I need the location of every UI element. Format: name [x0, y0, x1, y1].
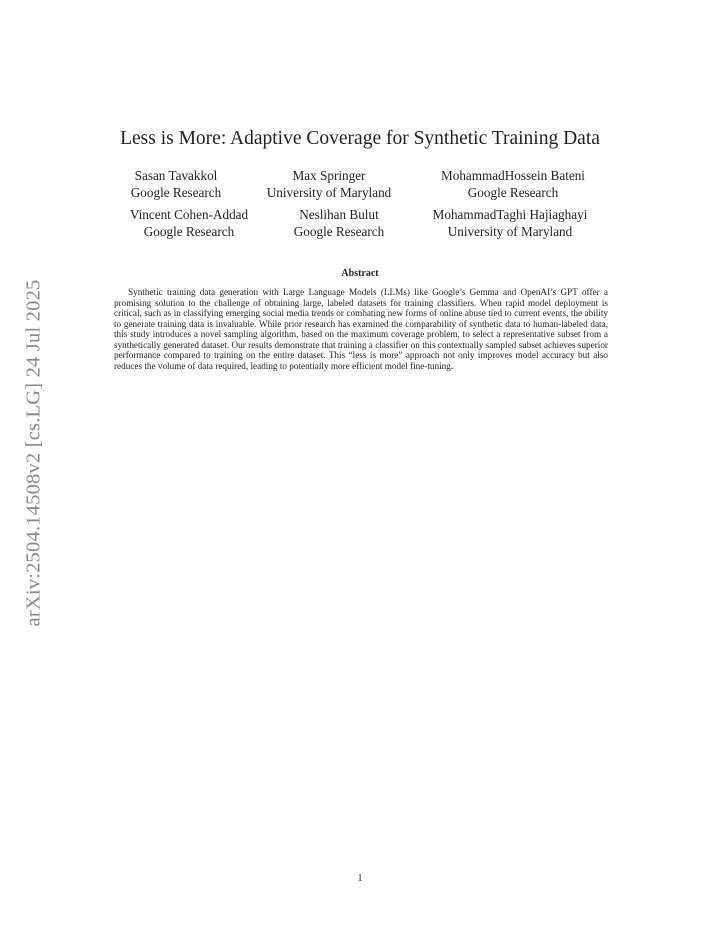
abstract-text: Synthetic training data generation with Large Language Models (LLMs) like Google’s Gemma and OpenAI’s GPT offer a promising solution to the challenge of obtaining large, labeled datasets for training classifiers. When rapid model deployment is critical, such as in classifying emerging social media trends or combating new forms of online abuse tied to current events, the ability to generate training data is invaluable. While prior research has examined the comparability of synthetic data to human-labeled data, this study introduces a novel sampling algorithm, based on the maximum coverage problem, to select a representative subset from a synthetically generated dataset. Our results demonstrate that training a classifier on this contextually sampled subset achieves superior performance compared to training on the entire dataset. This “less is more” approach not only improves model accuracy but also reduces the volume of data required, leading to potentially more efficient model fine-tuning.	[114, 287, 608, 371]
author-block	[441, 168, 585, 201]
author-block	[267, 168, 392, 201]
author-block	[130, 207, 248, 240]
author-name: Max Springer	[292, 168, 366, 183]
author-name: Sasan Tavakkol	[134, 168, 218, 183]
author-block	[433, 207, 588, 240]
author-affiliation: Google Research	[293, 223, 385, 239]
author-name: MohammadTaghi Hajiaghayi	[432, 207, 588, 222]
author-affiliation: Google Research	[467, 184, 559, 200]
author-affiliation: University of Maryland	[266, 184, 392, 200]
author-name: MohammadHossein Bateni	[441, 168, 585, 183]
author-affiliation: University of Maryland	[447, 223, 573, 239]
author-block	[131, 168, 221, 201]
author-block	[294, 207, 384, 240]
author-name: Neslihan Bulut	[299, 207, 379, 222]
arxiv-identifier: arXiv:2504.14508v2 [cs.LG] 24 Jul 2025	[22, 279, 45, 627]
abstract-heading: Abstract	[341, 268, 379, 279]
author-name: Vincent Cohen-Addad	[129, 207, 249, 222]
author-affiliation: Google Research	[130, 184, 222, 200]
page-number: 1	[357, 873, 363, 884]
paper-title: Less is More: Adaptive Coverage for Synthetic Training Data	[120, 128, 600, 149]
author-affiliation: Google Research	[143, 223, 235, 239]
